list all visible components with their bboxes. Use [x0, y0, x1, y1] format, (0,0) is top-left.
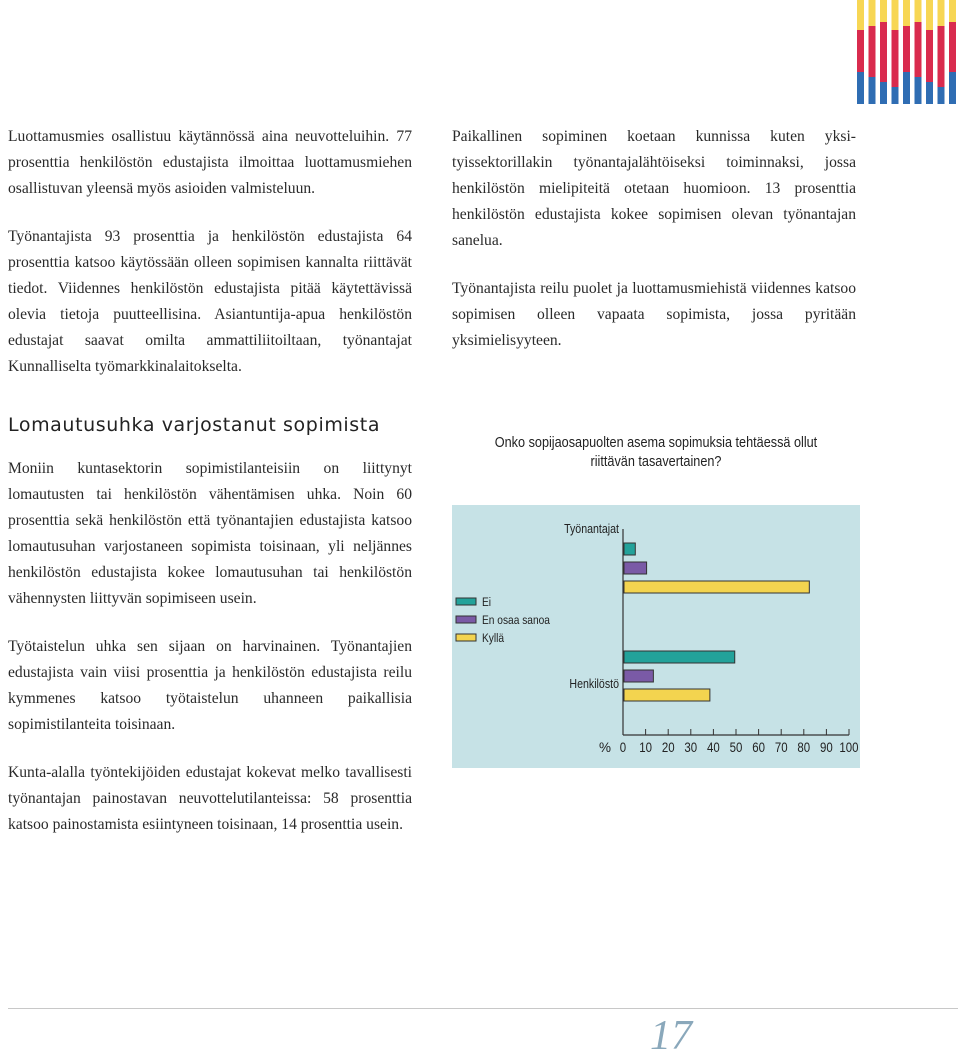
stripe-yellow [903, 0, 910, 26]
paragraph: Työnantajista reilu puolet ja luottamusmiehistä viidennes katsoo sopimisen olleen vapaata sopimista, jossa pyritään yksimielisyyteen. [452, 280, 856, 349]
stripe-blue [903, 72, 910, 104]
x-tick-label: 70 [774, 740, 788, 756]
bar [624, 651, 735, 663]
legend-swatch [456, 598, 476, 605]
stripe-yellow [869, 0, 876, 26]
x-tick-label: 60 [752, 740, 765, 756]
x-tick-label: 80 [797, 740, 811, 756]
x-tick-label: 20 [661, 740, 675, 756]
x-tick-label: 90 [820, 740, 833, 756]
stripe-yellow [880, 0, 887, 22]
paragraph: Moniin kuntasektorin sopimistilanteisiin on liittynyt lomautusten tai henkilöstön vähentämisen uhka. Noin 60 prosenttia sekä henkilöstön että työnantajien edustajista katsoo lomautusuhan varjostaneen sopimista toisinaan, yli neljännes henkilöstön edustajista kokee lomautusuhan tai henkilöstön vähennysten liittyvän sopimiseen usein. [8, 460, 412, 607]
category-label: Työnantajat [564, 522, 619, 537]
bar [624, 543, 635, 555]
paragraph: Työnantajista 93 prosenttia ja henkilöstön edustajista 64 prosenttia katsoo käytössään olleen sopimisen kannalta riittävät tiedot. Viidennes henkilöstön edustajista pitää käytettävissä olevia tietoja puutteellisina. Asiantuntija-apua henkilöstön edustajat saavat omilta ammattiliitoiltaan, työnantajat Kunnalliselta työmarkkinalaitokselta. [8, 228, 412, 375]
left-column [8, 124, 412, 860]
x-axis-label: % [598, 740, 611, 755]
paragraph: Työtaistelun uhka sen sijaan on harvinainen. Työnantajien edustajista vain viisi prosenttia ja henkilöstön edustajista reilu kymmenes katsoo työtaistelun uhanneen paikallisia sopimistilanteita toisinaan. [8, 638, 412, 733]
chart [452, 434, 860, 770]
stripe-blue [869, 77, 876, 104]
stripe-blue [949, 72, 956, 104]
stripe-red [926, 30, 933, 82]
stripe-red [880, 22, 887, 82]
legend-label: Kyllä [482, 632, 505, 646]
x-tick-label: 100 [839, 740, 859, 756]
stripe-red [915, 22, 922, 77]
stripe-yellow [938, 0, 945, 26]
stripe-blue [915, 77, 922, 104]
stripe-blue [857, 72, 864, 104]
x-tick-label: 50 [729, 740, 743, 756]
stripe-red [857, 30, 864, 72]
stripe-yellow [857, 0, 864, 30]
bar [624, 670, 653, 682]
bar-chart [452, 505, 860, 768]
footer-rule [8, 1008, 958, 1009]
stripe-blue [892, 87, 899, 104]
stripe-red [903, 26, 910, 72]
x-tick-label: 10 [639, 740, 652, 756]
category-label: Henkilöstö [569, 677, 619, 692]
stripe-blue [938, 87, 945, 104]
x-tick-label: 30 [684, 740, 698, 756]
bar [624, 562, 647, 574]
legend-label: Ei [482, 596, 492, 610]
stripe-red [869, 26, 876, 77]
stripe-yellow [926, 0, 933, 30]
chart-title: Onko sopijaosapuolten asema sopimuksia tehtäessä ollut riittävän tasavertainen? [494, 435, 818, 470]
legend-label: En osaa sanoa [482, 614, 550, 628]
chart-background [452, 505, 860, 768]
stripe-blue [880, 82, 887, 104]
stripe-red [938, 26, 945, 87]
right-column [452, 124, 856, 376]
decorative-stripes [855, 0, 960, 104]
legend-swatch [456, 616, 476, 623]
paragraph: Luottamusmies osallistuu käytännössä aina neuvotteluihin. 77 prosenttia henkilöstön edustajista ilmoittaa luottamusmiehen osallistuvan yleensä myös asioiden valmisteluun. [8, 128, 412, 197]
bar [624, 581, 809, 593]
stripe-red [949, 22, 956, 72]
bar [624, 689, 710, 701]
stripe-yellow [915, 0, 922, 22]
paragraph: Kunta-alalla työntekijöiden edustajat kokevat melko tavallisesti työnantajan painostavan neuvottelutilanteissa: 58 prosenttia katsoo painostamista esiintyneen toisinaan, 14 prosenttia usein. [8, 764, 412, 833]
section-heading: Lomautusuhka varjostanut sopimista [8, 414, 381, 436]
paragraph: Paikallinen sopiminen koetaan kunnissa kuten yksityissektorillakin työnantajalähtöiseksi toiminnaksi, jossa henkilöstön mielipiteitä otetaan huomioon. 13 prosenttia henkilöstön edustajista kokee sopimisen olevan työnantajan sanelua. [452, 128, 856, 249]
x-tick-label: 40 [707, 740, 720, 756]
legend-swatch [456, 634, 476, 641]
stripe-blue [926, 82, 933, 104]
stripe-yellow [949, 0, 956, 22]
stripe-red [892, 30, 899, 87]
stripe-yellow [892, 0, 899, 30]
page-number: 17 [650, 1013, 692, 1059]
x-tick-label: 0 [619, 740, 627, 756]
